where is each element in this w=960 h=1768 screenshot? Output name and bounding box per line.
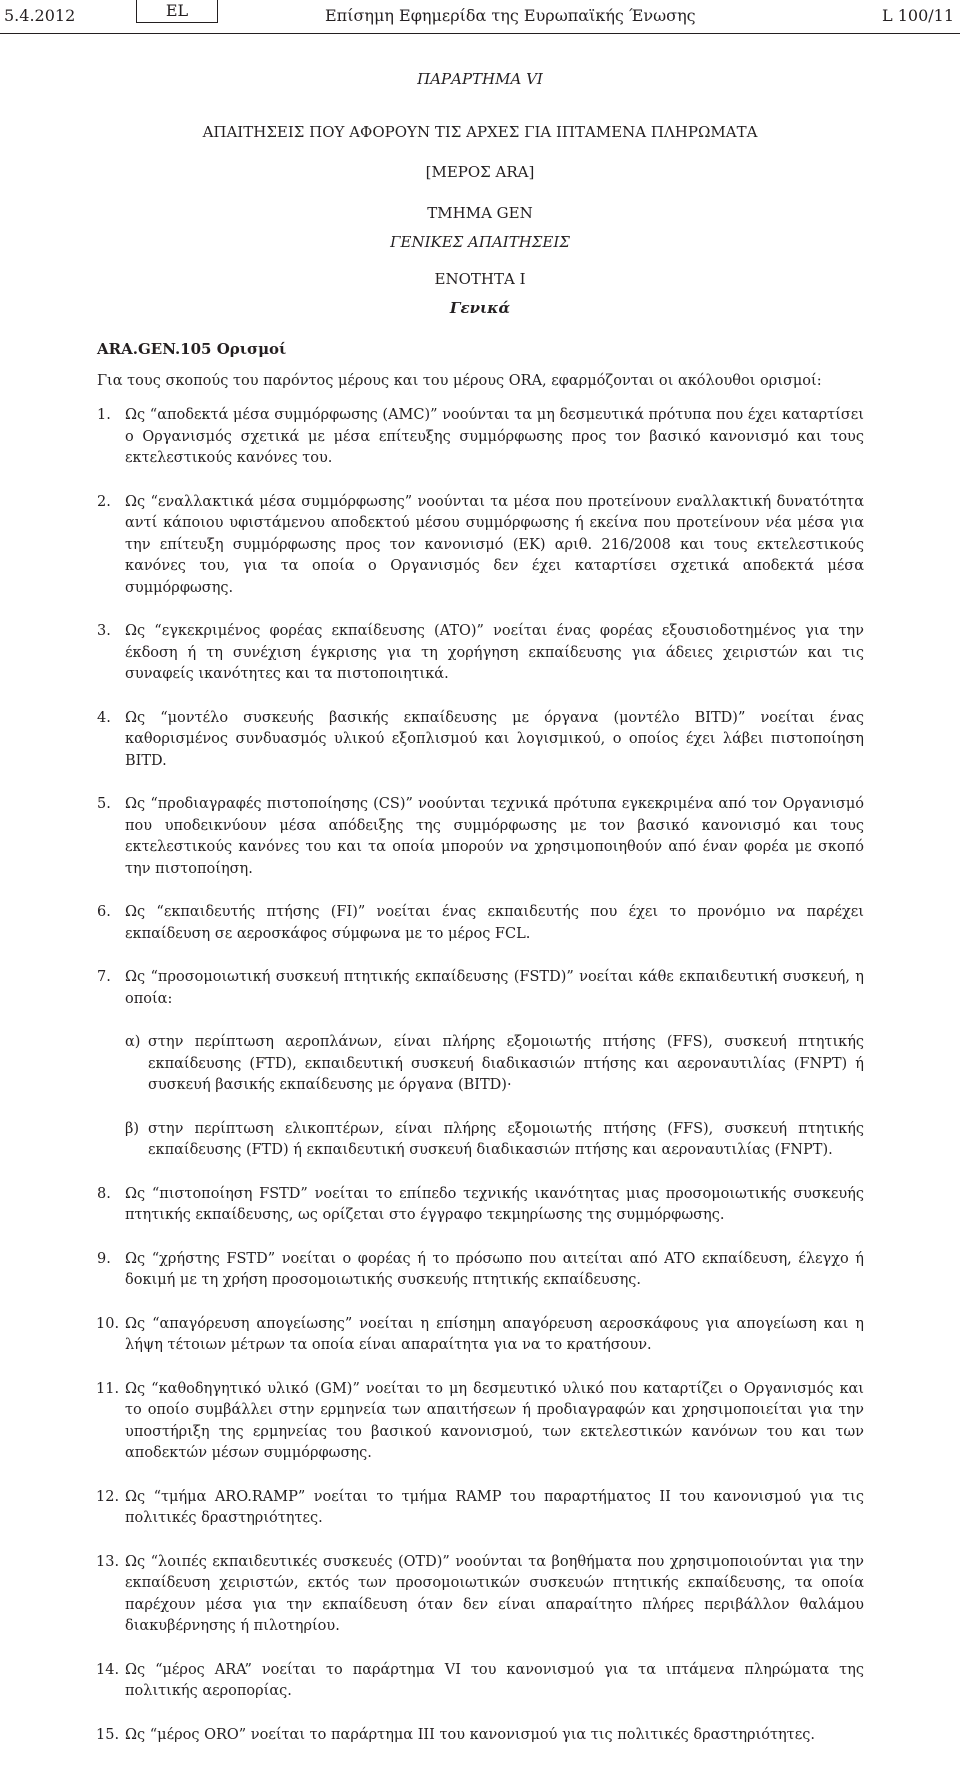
part-title: [ΜΕΡΟΣ ARA] <box>425 163 535 181</box>
definition-item <box>0 708 960 773</box>
definition-item <box>0 1725 960 1747</box>
general-requirements-title: ΓΕΝΙΚΕΣ ΑΠΑΙΤΗΣΕΙΣ <box>390 233 570 251</box>
definition-item <box>0 1249 960 1292</box>
definition-item <box>0 1379 960 1465</box>
definition-number: 11. <box>96 1380 120 1397</box>
section-title: Γενικά <box>449 299 511 317</box>
subpart-title: ΤΜΗΜΑ GEN <box>427 204 533 222</box>
definition-item <box>0 1552 960 1638</box>
definition-number: 12. <box>96 1488 120 1505</box>
header-page-number: L 100/11 <box>882 6 954 25</box>
definition-text: Ως “μοντέλο συσκευής βασικής εκπαίδευσης με όργανα (μοντέλο BITD)” νοείται ένας καθορισμένος συνδυασμός υλικού εξοπλισμού και λογισμικού, ο οποίος έχει λάβει πιστοποίηση BITD. <box>125 709 864 769</box>
definition-text: Ως “εγκεκριμένος φορέας εκπαίδευσης (ATO)” νοείται ένας φορέας εξουσιοδοτημένος για την έκδοση ή τη συνέχιση έγκρισης για τη χορήγηση εκπαίδευσης για άδειες χειριστών και τις συναφείς ικανότητες και τα πιστοποιητικά. <box>125 623 864 682</box>
header-language-box: EL <box>136 0 218 23</box>
definitions-list <box>0 405 960 1768</box>
rule-title: ARA.GEN.105 Ορισμοί <box>97 340 287 358</box>
definition-text: Ως “λοιπές εκπαιδευτικές συσκευές (OTD)” νοούνται τα βοηθήματα που χρησιμοποιούνται για την εκπαίδευση χειριστών, εκτός των προσομοιωτικών συσκευών πτητικής εκπαίδευσης, τα οποία παρέχουν μέσα για την εκπαίδευση όταν δεν είναι απαραίτητο πλήρες περιβάλλον θαλάμου διακυβέρνησης ή πιλοτηρίου. <box>125 1553 864 1634</box>
definition-text: Ως “μέρος ORO” νοείται το παράρτημα III του κανονισμού για τις πολιτικές δραστηριότητες. <box>125 1726 815 1743</box>
definition-number: 4. <box>97 709 111 726</box>
definition-item <box>0 1660 960 1703</box>
header-date: 5.4.2012 <box>4 6 76 25</box>
definition-text: Ως “εναλλακτικά μέσα συμμόρφωσης” νοούνται τα μέσα που προτείνουν εναλλακτική δυνατότητα αντί κάποιου υφιστάμενου αποδεκτού μέσου συμμόρφωσης ή εκείνα που προτείνουν νέα μέσα για την επίτευξη συμμόρφωσης προς τον κανονισμό (ΕΚ) αριθ. 216/2008 και τους εκτελεστικούς κανόνες του, για τα οποία ο Οργανισμός δεν έχει καταρτίσει σχετικά αποδεκτά μέσα συμμόρφωσης. <box>125 493 864 596</box>
definition-item <box>0 967 960 1010</box>
definition-item <box>0 621 960 686</box>
definition-text: Ως “προσομοιωτική συσκευή πτητικής εκπαίδευσης (FSTD)” νοείται κάθε εκπαιδευτική συσκευή, η οποία: <box>125 969 864 1007</box>
header-divider <box>0 33 960 34</box>
definition-item <box>0 1314 960 1357</box>
definition-text: Ως “τμήμα ARO.RAMP” νοείται το τμήμα RAMP του παραρτήματος II του κανονισμού για τις πολιτικές δραστηριότητες. <box>125 1488 864 1526</box>
definition-subitem <box>0 1119 960 1162</box>
definition-item <box>0 405 960 470</box>
definition-item <box>0 1487 960 1530</box>
page-header <box>0 0 960 30</box>
subitem-letter: β) <box>125 1120 140 1137</box>
annex-title: ΠΑΡΑΡΤΗΜΑ VI <box>417 70 543 88</box>
definition-number: 8. <box>97 1185 111 1202</box>
definition-number: 14. <box>96 1661 120 1678</box>
definition-text: Ως “χρήστης FSTD” νοείται ο φορέας ή το πρόσωπο που αιτείται από ATO εκπαίδευση, έλεγχο ή δοκιμή με τη χρήση προσομοιωτικής συσκευής πτητικής εκπαίδευσης. <box>125 1250 864 1288</box>
subitem-letter: α) <box>125 1034 141 1050</box>
definition-subitem <box>0 1032 960 1097</box>
requirements-title: ΑΠΑΙΤΗΣΕΙΣ ΠΟΥ ΑΦΟΡΟΥΝ ΤΙΣ ΑΡΧΕΣ ΓΙΑ ΙΠΤΑΜΕΝΑ ΠΛΗΡΩΜΑΤΑ <box>202 123 758 141</box>
definition-number: 6. <box>97 904 111 920</box>
definition-text: Ως “αποδεκτά μέσα συμμόρφωσης (AMC)” νοούνται τα μη δεσμευτικά πρότυπα που έχει καταρτίσει ο Οργανισμός σχετικά με μέσα επίτευξης συμμόρφωσης προς τον βασικό κανονισμό και τους εκτελεστικούς κανόνες του. <box>125 407 864 466</box>
subitem-text: στην περίπτωση αεροπλάνων, είναι πλήρης εξομοιωτής πτήσης (FFS), συσκευή πτητικής εκπαίδευσης (FTD), εκπαιδευτική συσκευή διαδικασιών πτήσης και αεροναυτιλίας (FNPT) ή συσκευή βασικής εκπαίδευσης με όργανα (BITD)· <box>148 1034 864 1093</box>
definition-text: Ως “μέρος ARA” νοείται το παράρτημα VI του κανονισμού για τα ιπτάμενα πληρώματα της πολιτικής αεροπορίας. <box>125 1661 864 1699</box>
definition-number: 15. <box>96 1726 120 1743</box>
definition-number: 2. <box>97 493 111 510</box>
definition-number: 3. <box>97 623 111 639</box>
section-number: ΕΝΟΤΗΤΑ I <box>434 270 526 288</box>
definition-text: Ως “προδιαγραφές πιστοποίησης (CS)” νοούνται τεχνικά πρότυπα εγκεκριμένα από τον Οργανισμό που υποδεικνύουν μέσα απόδειξης της συμμόρφωσης με τον βασικό κανονισμό και τους εκτελεστικούς κανόνες του και τα οποία μπορούν να χρησιμοποιηθούν από έναν φορέα με σκοπό την πιστοποίηση. <box>125 796 864 877</box>
definition-number: 10. <box>96 1315 120 1332</box>
definition-number: 9. <box>97 1250 111 1267</box>
definition-text: Ως “καθοδηγητικό υλικό (GM)” νοείται το μη δεσμευτικό υλικό που καταρτίζει ο Οργανισμός και το οποίο συμβάλλει στην ερμηνεία των απαιτήσεων ή προδιαγραφών και χρησιμοποιείται για την υποστήριξη της ερμηνείας του βασικού κανονισμού, των εκτελεστικών κανόνων του και των αποδεκτών μέσων συμμόρφωσης. <box>125 1380 864 1461</box>
definition-text: Ως “πιστοποίηση FSTD” νοείται το επίπεδο τεχνικής ικανότητας μιας προσομοιωτικής συσκευής πτητικής εκπαίδευσης, ως ορίζεται στο έγγραφο τεκμηρίωσης της συμμόρφωσης. <box>125 1185 864 1223</box>
definition-number: 1. <box>97 407 111 423</box>
definition-text: Ως “εκπαιδευτής πτήσης (FI)” νοείται ένας εκπαιδευτής που έχει το προνόμιο να παρέχει εκπαίδευση σε αεροσκάφος σύμφωνα με το μέρος FCL. <box>125 904 864 942</box>
definition-item <box>0 902 960 945</box>
definition-number: 7. <box>97 969 111 985</box>
definition-item <box>0 1184 960 1227</box>
definition-number: 5. <box>97 796 111 812</box>
definition-number: 13. <box>96 1553 120 1570</box>
definition-item <box>0 794 960 880</box>
intro-paragraph: Για τους σκοπούς του παρόντος μέρους και του μέρους ORA, εφαρμόζονται οι ακόλουθοι ορισμοί: <box>97 373 822 389</box>
header-journal-title: Επίσημη Εφημερίδα της Ευρωπαϊκής Ένωσης <box>325 6 696 25</box>
subitem-text: στην περίπτωση ελικοπτέρων, είναι πλήρης εξομοιωτής πτήσης (FFS), συσκευή πτητικής εκπαίδευσης (FTD) ή εκπαιδευτική συσκευή διαδικασιών πτήσης και αεροναυτιλίας (FNPT). <box>148 1120 864 1158</box>
definition-item <box>0 492 960 600</box>
definition-text: Ως “απαγόρευση απογείωσης” νοείται η επίσημη απαγόρευση αεροσκάφους για απογείωση και η λήψη τέτοιων μέτρων τα οποία είναι απαραίτητα για να το κρατήσουν. <box>125 1315 864 1353</box>
